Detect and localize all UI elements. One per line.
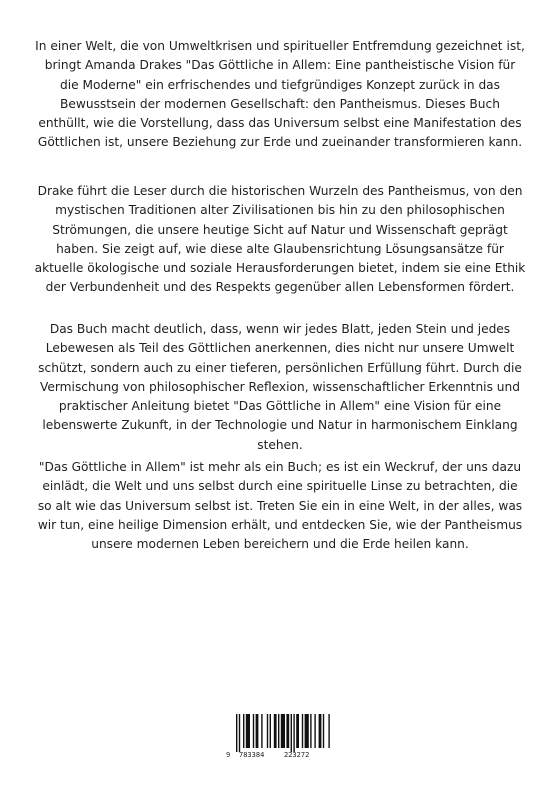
barcode-digits-right: 223272	[284, 751, 310, 759]
blurb-paragraph-1: In einer Welt, die von Umweltkrisen und spiritueller Entfremdung gezeichnet ist, bringt Amanda Drakes "Das Göttliche in Allem: Eine pantheistische Vision für die Moderne" ein erfrischendes und tiefgründiges Konzept zurück in das Bewusstsein der modernen Gesellschaft: den Pantheismus. Dieses Buch enthüllt, wie die Vorstellung, dass das Universum selbst eine Manifestation des Göttlichen ist, unsere Beziehung zur Erde und zueinander transformieren kann.	[35, 39, 525, 150]
isbn-barcode	[226, 712, 335, 762]
blurb-paragraph-3: Das Buch macht deutlich, dass, wenn wir jedes Blatt, jeden Stein und jedes Lebewesen als Teil des Göttlichen anerkennen, dies nicht nur unsere Umwelt schützt, sondern auch zu einer tieferen, persönlichen Erfüllung führt. Durch die Vermischung von philosophischer Reflexion, wissenschaftlicher Erkenntnis und praktischer Anleitung bietet "Das Göttliche in Allem" eine Vision für eine lebenswerte Zukunft, in der Technologie und Natur in harmonischem Einklang stehen.	[38, 322, 522, 452]
barcode-digits	[226, 750, 335, 760]
barcode-digit-first: 9	[226, 751, 231, 759]
blurb-paragraph-2: Drake führt die Leser durch die historischen Wurzeln des Pantheismus, von den mystischen Traditionen alter Zivilisationen bis hin zu den philosophischen Strömungen, die unsere heutige Sicht auf Natur und Wissenschaft geprägt haben. Sie zeigt auf, wie diese alte Glaubensrichtung Lösungsansätze für aktuelle ökologische und soziale Herausforderungen bietet, indem sie eine Ethik der Verbundenheit und des Respekts gegenüber allen Lebensformen fördert.	[34, 184, 526, 295]
barcode-bars-icon	[226, 712, 335, 752]
blurb-paragraph-4: "Das Göttliche in Allem" ist mehr als ein Buch; es ist ein Weckruf, der uns dazu einlädt, die Welt und uns selbst durch eine spirituelle Linse zu betrachten, die so alt wie das Universum selbst ist. Treten Sie ein in eine Welt, in der alles, was wir tun, eine heilige Dimension erhält, und entdecken Sie, wie der Pantheismus unsere modernen Leben bereichern und die Erde heilen kann.	[37, 460, 523, 552]
barcode-digits-left: 783384	[239, 751, 265, 759]
